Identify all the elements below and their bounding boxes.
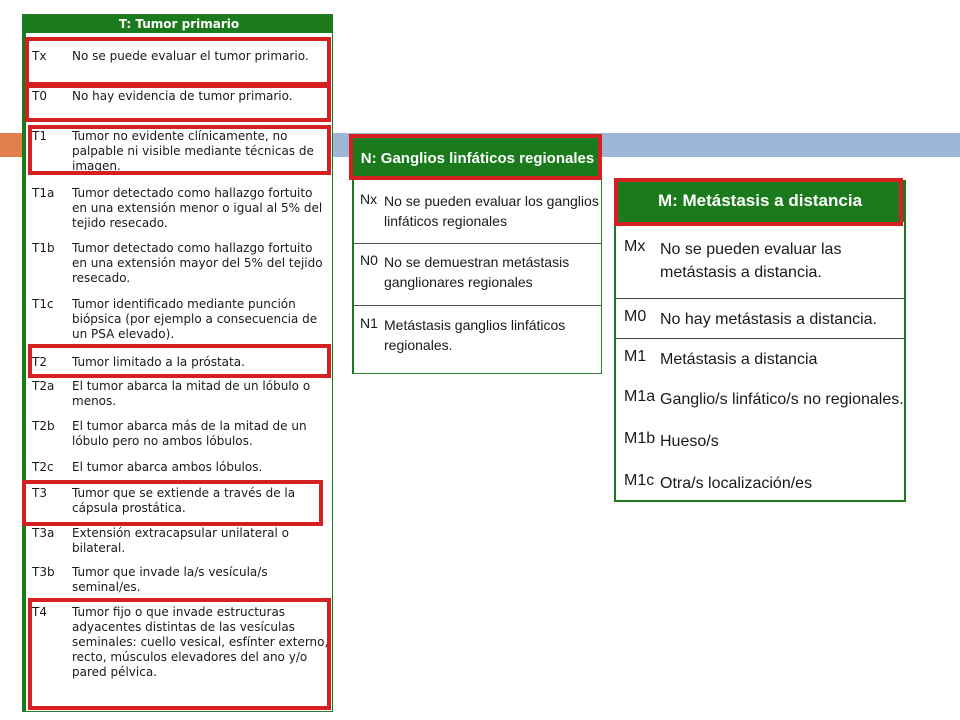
highlight-box-n-title bbox=[349, 134, 602, 180]
row-code: Mx bbox=[624, 238, 646, 255]
row-code: T2 bbox=[32, 355, 47, 369]
row-divider bbox=[616, 298, 904, 299]
row-code: T4 bbox=[32, 605, 47, 619]
row-desc: No se pueden evaluar los ganglios linfáticos regionales bbox=[384, 193, 599, 230]
row-desc: Otra/s localización/es bbox=[660, 475, 813, 492]
highlight-box-t3 bbox=[22, 480, 323, 526]
row-desc: No se pueden evaluar las metástasis a distancia. bbox=[660, 241, 842, 282]
row-desc: El tumor abarca más de la mitad de un lóbulo pero no ambos lóbulos. bbox=[72, 419, 307, 448]
row-code: T0 bbox=[32, 89, 47, 103]
row-desc: Tumor detectado como hallazgo fortuito en una extensión menor o igual al 5% del tejido resecado. bbox=[72, 186, 323, 230]
row-code: N1 bbox=[360, 315, 378, 331]
row-code: M0 bbox=[624, 308, 647, 325]
row-desc: Tumor no evidente clínicamente, no palpable ni visible mediante técnicas de imagen. bbox=[72, 129, 314, 173]
row-desc: No hay evidencia de tumor primario. bbox=[72, 89, 293, 103]
row-desc: Tumor limitado a la próstata. bbox=[72, 355, 245, 369]
m-staging-table bbox=[614, 180, 906, 502]
row-desc: No se demuestran metástasis ganglionares regionales bbox=[384, 254, 570, 291]
row-desc: Tumor fijo o que invade estructuras adyacentes distintas de las vesículas seminales: cuello vesical, esfínter externo, recto, músculos elevadores del ano y/o pared pélvica. bbox=[72, 605, 329, 679]
row-code: T3b bbox=[32, 565, 55, 579]
n-table-title: N: Ganglios linfáticos regionales bbox=[354, 139, 601, 179]
row-divider bbox=[354, 243, 601, 244]
row-code: T3 bbox=[32, 486, 47, 500]
row-code: N0 bbox=[360, 252, 378, 268]
row-code: T2a bbox=[32, 379, 55, 393]
highlight-box-m-title bbox=[614, 178, 903, 226]
row-divider bbox=[616, 338, 904, 339]
highlight-box-t4 bbox=[28, 598, 331, 710]
row-desc: Tumor que se extiende a través de la cápsula prostática. bbox=[72, 486, 296, 515]
row-desc: No hay metástasis a distancia. bbox=[660, 311, 877, 328]
row-code: T2c bbox=[32, 460, 54, 474]
highlight-box-tx bbox=[25, 37, 331, 86]
row-code: M1c bbox=[624, 472, 655, 489]
highlight-box-t2 bbox=[28, 344, 331, 378]
row-desc: El tumor abarca ambos lóbulos. bbox=[72, 460, 263, 474]
row-desc: Ganglio/s linfático/s no regionales. bbox=[660, 391, 904, 408]
row-desc: Hueso/s bbox=[660, 433, 719, 450]
row-code: T1b bbox=[32, 241, 55, 255]
row-code: M1a bbox=[624, 388, 656, 405]
row-code: T1c bbox=[32, 297, 54, 311]
row-code: T1 bbox=[32, 129, 47, 143]
m-table-title: M: Metástasis a distancia bbox=[616, 180, 904, 222]
slide-accent-orange bbox=[0, 133, 22, 157]
row-desc: Tumor que invade la/s vesícula/s seminal/es. bbox=[72, 565, 268, 594]
row-desc: Tumor detectado como hallazgo fortuito en una extensión mayor del 5% del tejido resecado. bbox=[72, 241, 323, 285]
row-desc: El tumor abarca la mitad de un lóbulo o menos. bbox=[72, 379, 311, 408]
row-code: Nx bbox=[360, 191, 378, 207]
t-table-title: T: Tumor primario bbox=[26, 15, 332, 33]
highlight-box-t1 bbox=[28, 125, 331, 175]
row-code: M1b bbox=[624, 430, 656, 447]
row-desc: Metástasis ganglios linfáticos regionales. bbox=[384, 317, 566, 354]
row-code: T1a bbox=[32, 186, 55, 200]
row-desc: Tumor identificado mediante punción biópsica (por ejemplo a consecuencia de un PSA elevado). bbox=[72, 297, 318, 341]
row-desc: Metástasis a distancia bbox=[660, 351, 818, 368]
row-code: Tx bbox=[32, 49, 47, 63]
highlight-box-t0 bbox=[25, 84, 331, 122]
row-code: T3a bbox=[32, 526, 55, 540]
row-code: T2b bbox=[32, 419, 55, 433]
row-desc: Extensión extracapsular unilateral o bilateral. bbox=[72, 526, 289, 555]
row-code: M1 bbox=[624, 348, 647, 365]
row-divider bbox=[354, 305, 601, 306]
row-desc: No se puede evaluar el tumor primario. bbox=[72, 49, 309, 63]
